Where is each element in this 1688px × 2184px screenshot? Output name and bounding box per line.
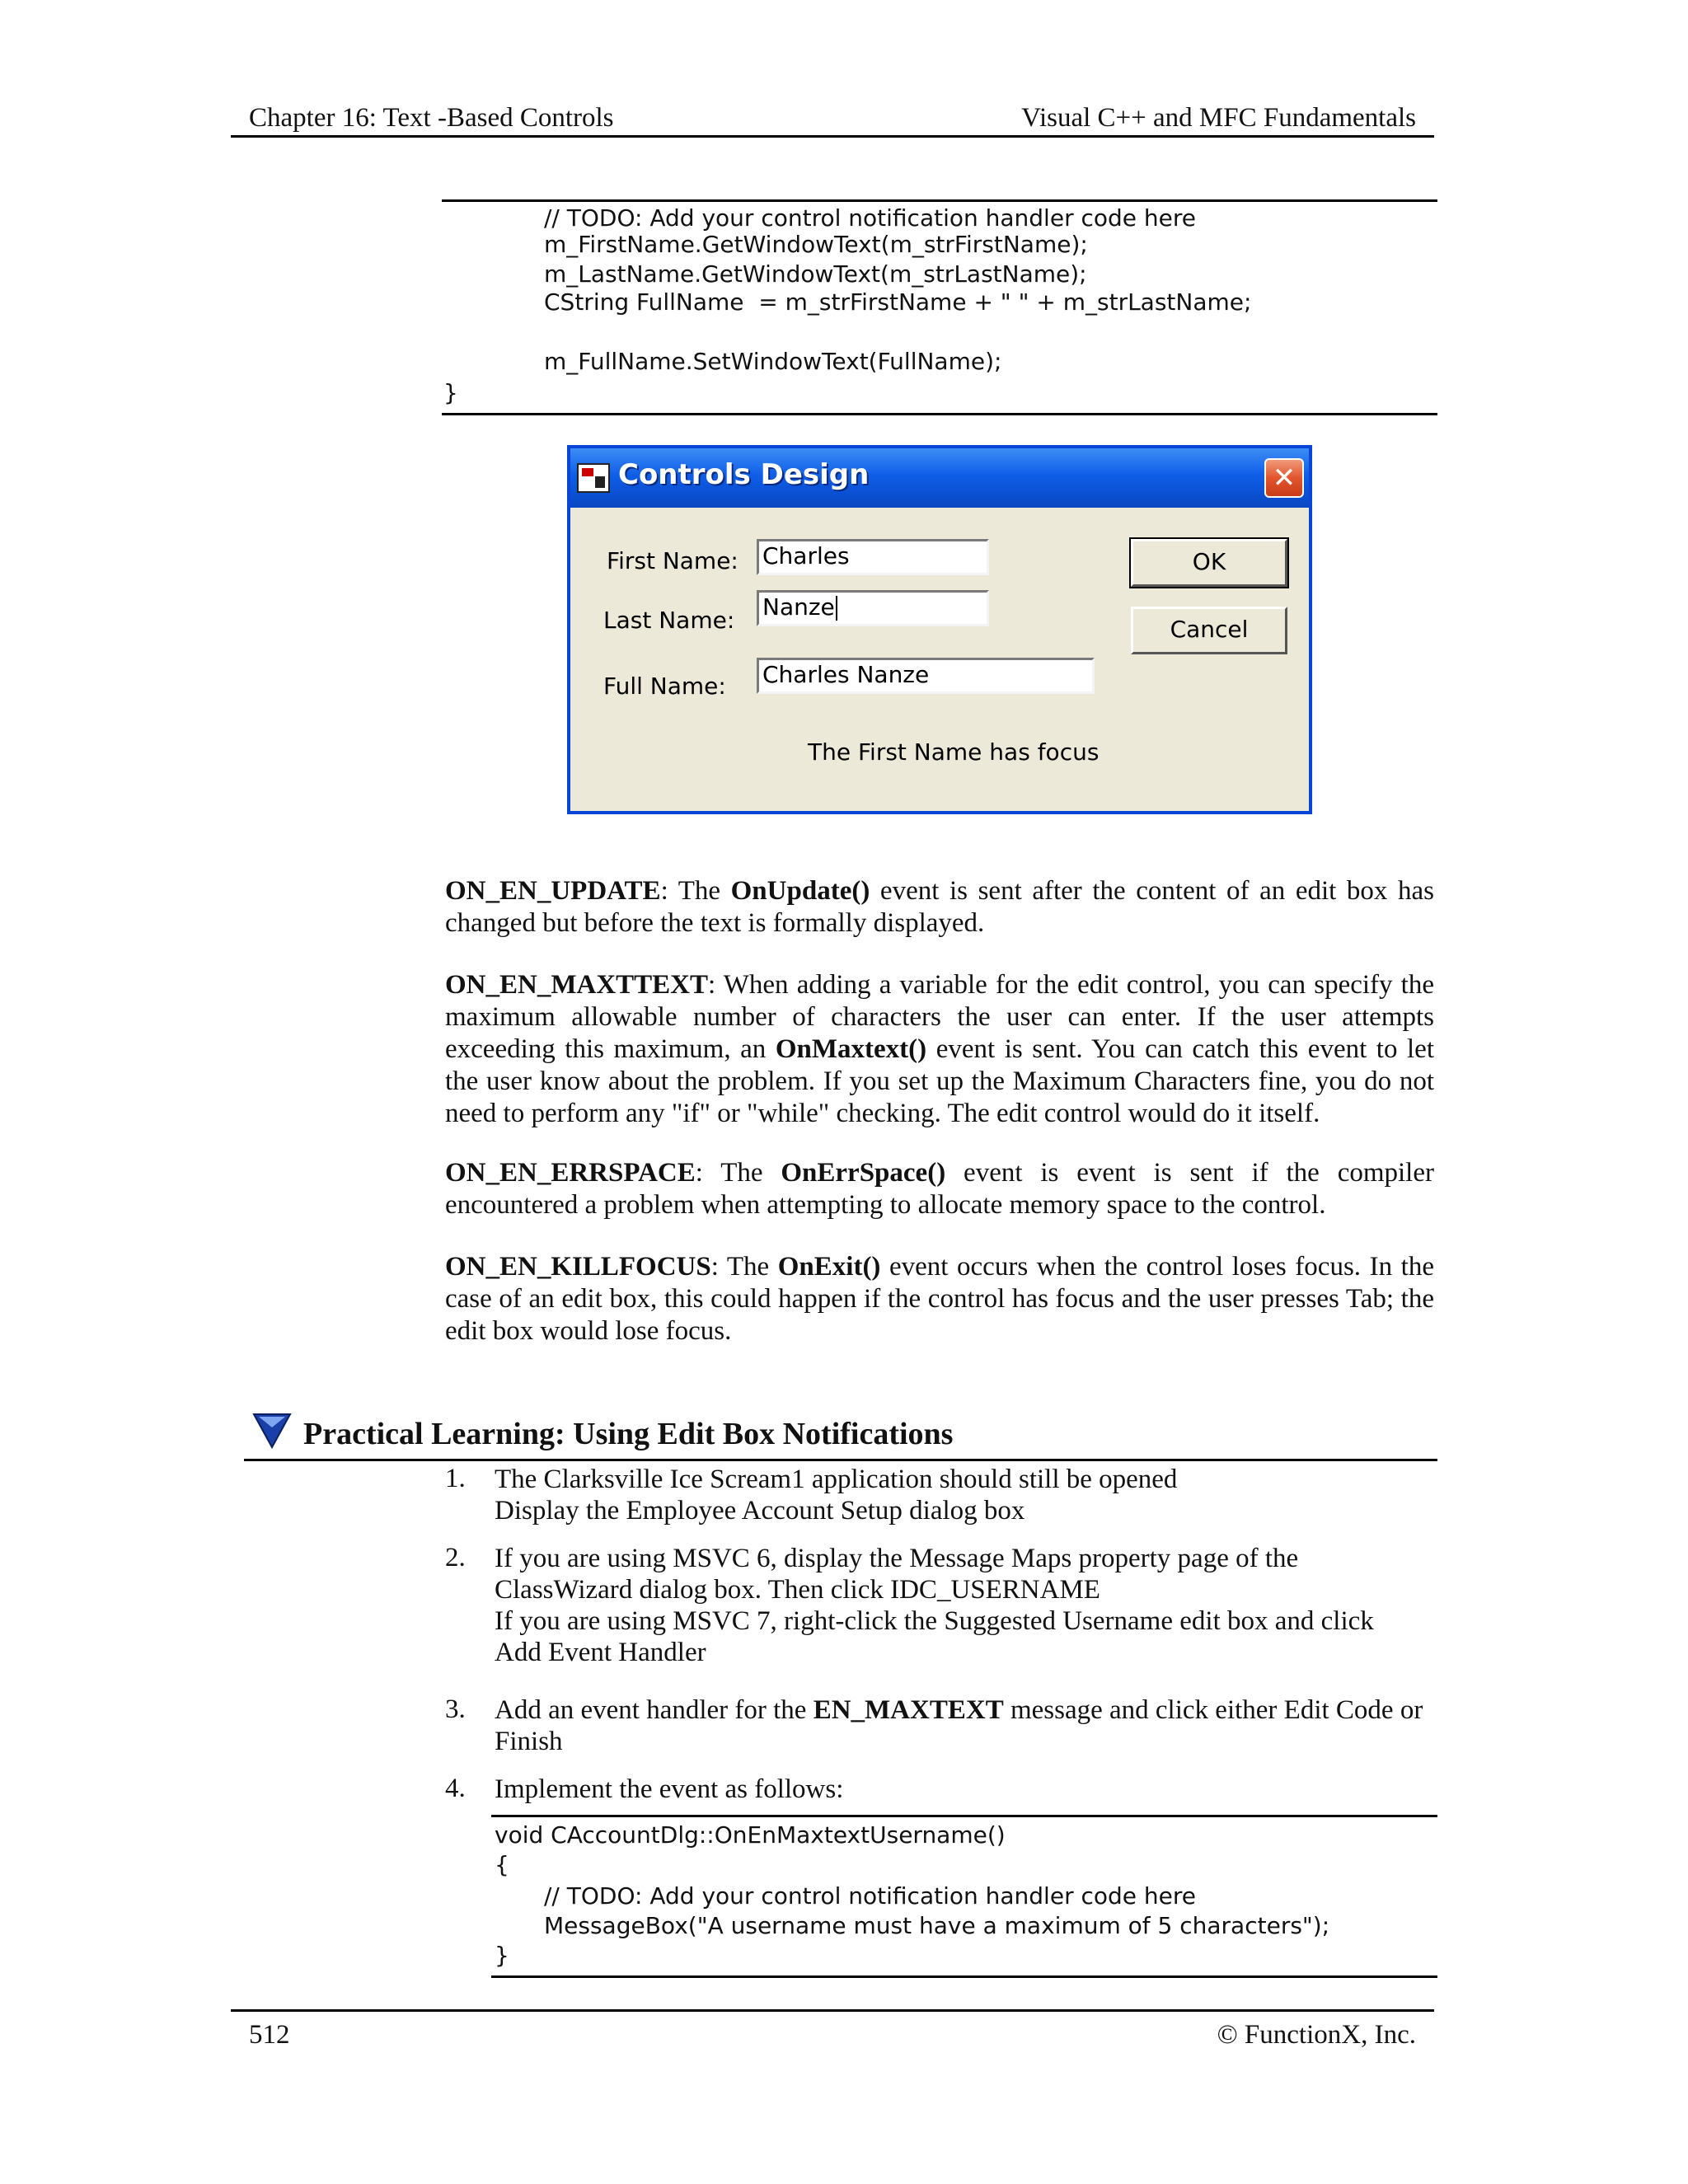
para-text: : When adding a variable for the edit control, you can specify the maximum allowable number of characters the user can enter. If the user attempts exceeding this maximum, an	[445, 970, 1434, 1064]
para-text: event is event is sent if the compiler encountered a problem when attempting to allocate memory space to the control.	[445, 1158, 1434, 1220]
code-line: // TODO: Add your control notification handler code here	[544, 1882, 1196, 1910]
para-text: event is sent. You can catch this event to let the user know about the problem. If you set up the Maximum Characters fine, you do not need to perform any "if" or "while" checking. The edit control would do it itself.	[445, 1034, 1435, 1128]
term-en-errspace: ON_EN_ERRSPACE	[445, 1158, 696, 1188]
first-name-field[interactable]	[757, 539, 989, 575]
full-name-field[interactable]	[757, 658, 1095, 694]
app-icon	[577, 463, 610, 493]
full-name-label: Full Name:	[603, 673, 726, 700]
step-1	[495, 1464, 1434, 1526]
para-text: event occurs when the control loses focus. In the case of an edit box, this could happen if the control has focus and the user presses Tab; the edit box would lose focus.	[445, 1252, 1434, 1346]
page-footer	[231, 2009, 1434, 2053]
last-name-label: Last Name:	[603, 607, 735, 634]
fn-onmaxtext: OnMaxtext()	[775, 1034, 927, 1064]
chapter-title: Chapter 16: Text -Based Controls	[249, 103, 614, 133]
code-listing-bottom	[491, 1815, 1437, 1978]
para-text: : The	[695, 1158, 781, 1188]
para-text: event is sent after the content of an edit box has changed but before the text is formally displayed.	[445, 876, 1434, 938]
dialog-titlebar[interactable]	[570, 448, 1309, 508]
page-header	[231, 99, 1434, 138]
book-title: Visual C++ and MFC Fundamentals	[1021, 103, 1416, 133]
step-number: 3.	[445, 1694, 466, 1724]
section-title: Practical Learning: Using Edit Box Notifications	[303, 1417, 954, 1451]
code-line: }	[495, 1942, 509, 1969]
paragraph-en-errspace	[445, 1157, 1434, 1221]
step-text: message and click either Edit Code or	[1003, 1695, 1423, 1725]
last-name-value: Nanze	[762, 593, 835, 621]
ok-button[interactable]: OK	[1131, 539, 1287, 587]
dialog-title: Controls Design	[618, 458, 870, 491]
focus-status-label: The First Name has focus	[808, 738, 1100, 766]
term-en-maxtext: ON_EN_MAXTTEXT	[445, 970, 709, 1000]
para-text: : The	[660, 876, 731, 906]
blue-triangle-icon	[251, 1409, 293, 1451]
term-en-maxtext-message: EN_MAXTEXT	[813, 1695, 1004, 1725]
code-line: m_FullName.SetWindowText(FullName);	[544, 348, 1002, 375]
step-3	[495, 1694, 1434, 1757]
close-button[interactable]: ✕	[1264, 458, 1304, 498]
step-text: The Clarksville Ice Scream1 application should still be opened	[495, 1465, 1178, 1494]
code-line: MessageBox("A username must have a maximum of 5 characters");	[544, 1912, 1330, 1939]
code-line: CString FullName = m_strFirstName + " " + m_strLastName;	[544, 288, 1252, 316]
step-text: Finish	[495, 1727, 563, 1756]
step-text: Add an event handler for the	[495, 1695, 814, 1725]
fn-onerrspace: OnErrSpace()	[781, 1158, 946, 1188]
step-text: Display the Employee Account Setup dialog box	[495, 1496, 1025, 1526]
code-line: }	[443, 379, 458, 406]
last-name-field[interactable]	[757, 590, 989, 626]
fn-onupdate: OnUpdate()	[730, 876, 870, 906]
page-number: 512	[249, 2020, 290, 2050]
copyright: © FunctionX, Inc.	[1217, 2020, 1416, 2050]
practical-learning-heading	[244, 1408, 1437, 1461]
controls-design-dialog	[567, 445, 1312, 814]
first-name-value: Charles	[762, 542, 850, 569]
paragraph-en-killfocus	[445, 1251, 1434, 1347]
step-text: Add Event Handler	[495, 1638, 706, 1667]
full-name-value: Charles Nanze	[762, 661, 930, 688]
para-text: : The	[710, 1252, 778, 1282]
cancel-button[interactable]: Cancel	[1131, 607, 1287, 654]
fn-onexit: OnExit()	[777, 1252, 881, 1282]
term-en-update: ON_EN_UPDATE	[445, 876, 661, 906]
step-number: 4.	[445, 1774, 466, 1803]
step-text: If you are using MSVC 7, right-click the Suggested Username edit box and click	[495, 1606, 1374, 1636]
term-en-killfocus: ON_EN_KILLFOCUS	[445, 1252, 711, 1282]
step-text: ClassWizard dialog box. Then click IDC_USERNAME	[495, 1575, 1100, 1605]
step-text: If you are using MSVC 6, display the Message Maps property page of the	[495, 1544, 1299, 1573]
code-line: // TODO: Add your control notification handler code here	[544, 204, 1196, 232]
code-line: void CAccountDlg::OnEnMaxtextUsername()	[495, 1821, 1006, 1849]
paragraph-en-maxtext	[445, 969, 1434, 1130]
code-line: m_LastName.GetWindowText(m_strLastName);	[544, 260, 1087, 288]
code-line: m_FirstName.GetWindowText(m_strFirstName);	[544, 231, 1088, 258]
code-line: {	[495, 1851, 509, 1878]
step-number: 2.	[445, 1543, 466, 1572]
paragraph-en-update	[445, 875, 1434, 940]
first-name-label: First Name:	[607, 547, 738, 574]
step-2	[495, 1543, 1434, 1668]
step-number: 1.	[445, 1464, 466, 1493]
code-listing-top	[442, 199, 1437, 415]
step-text: Implement the event as follows:	[495, 1774, 844, 1804]
step-4	[495, 1774, 1434, 1805]
text-caret	[836, 596, 837, 621]
